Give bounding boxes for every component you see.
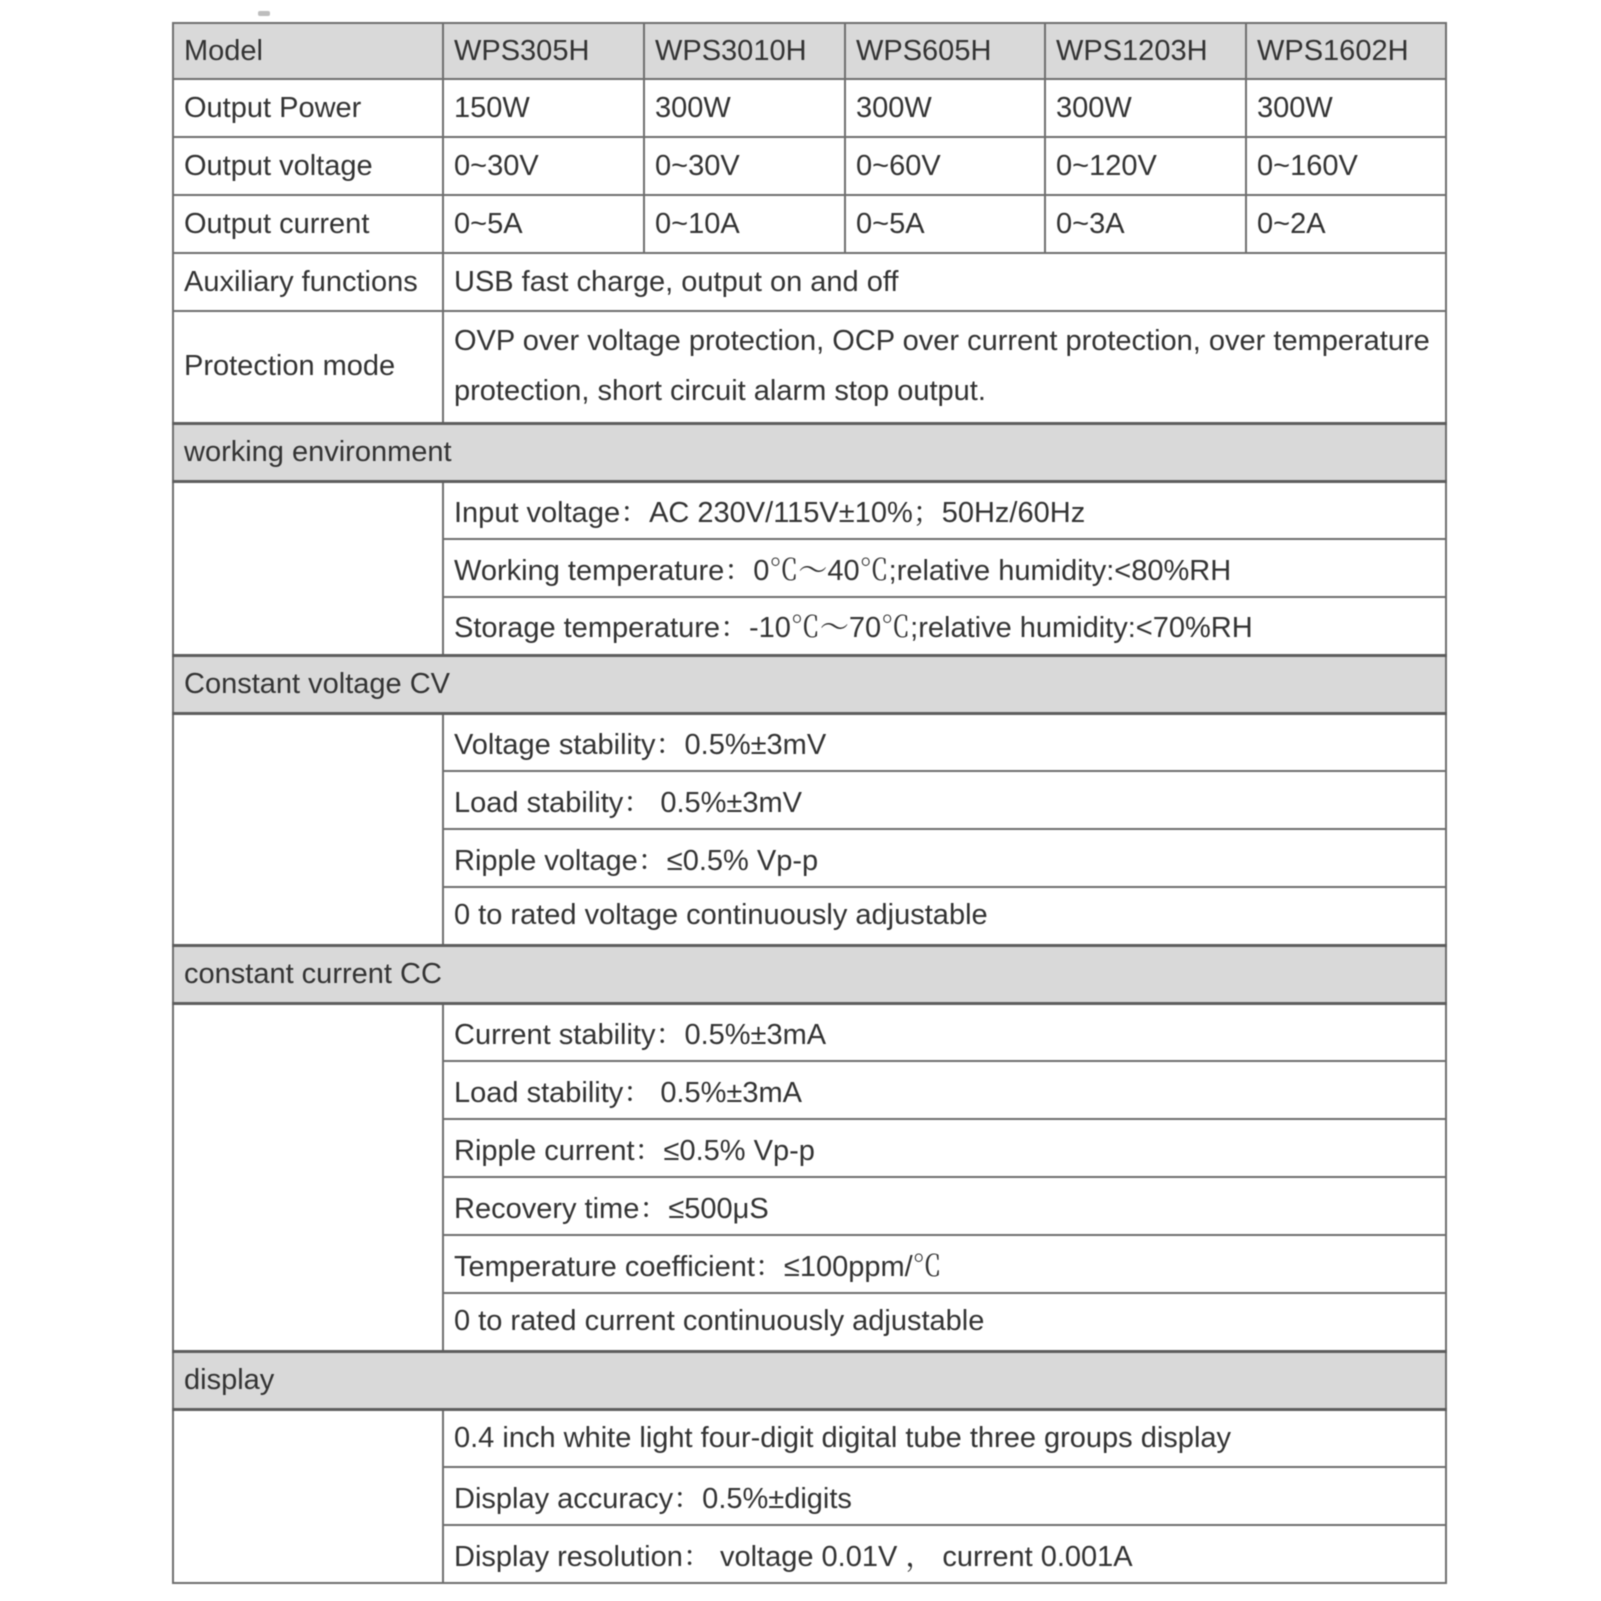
spec-label-cell: Output voltage <box>173 137 443 195</box>
spec-row <box>173 79 1446 137</box>
merged-value-cell: USB fast charge, output on and off <box>443 253 1446 311</box>
table-header-row <box>173 23 1446 79</box>
section-value-cell: Temperature coefficient：≤100ppm/℃ <box>443 1235 1446 1293</box>
spec-label-cell: Output Power <box>173 79 443 137</box>
section-value-cell: 0 to rated voltage continuously adjustable <box>443 887 1446 945</box>
section-value-cell: 0.4 inch white light four-digit digital tube three groups display <box>443 1409 1446 1467</box>
model-name-cell: WPS605H <box>845 23 1045 79</box>
model-header-cell: Model <box>173 23 443 79</box>
section-value-cell: Working temperature：0℃～40℃;relative humidity:<80%RH <box>443 539 1446 597</box>
spec-value-cell: 0~5A <box>443 195 644 253</box>
spec-value-cell: 150W <box>443 79 644 137</box>
spec-value-cell: 300W <box>1246 79 1446 137</box>
spec-table <box>172 22 1447 1584</box>
spec-row <box>173 137 1446 195</box>
spec-value-cell: 0~60V <box>845 137 1045 195</box>
spec-value-cell: 0~30V <box>443 137 644 195</box>
spec-value-cell: 0~3A <box>1045 195 1246 253</box>
section-value-row <box>173 1003 1446 1061</box>
empty-label-cell <box>173 713 443 945</box>
spec-value-cell: 0~2A <box>1246 195 1446 253</box>
spec-value-cell: 0~10A <box>644 195 845 253</box>
spec-table-body <box>173 23 1446 1583</box>
empty-label-cell <box>173 481 443 655</box>
empty-label-cell <box>173 1409 443 1583</box>
section-value-row <box>173 713 1446 771</box>
section-value-cell: Load stability： 0.5%±3mV <box>443 771 1446 829</box>
section-value-cell: Ripple voltage：≤0.5% Vp-p <box>443 829 1446 887</box>
spec-value-cell: 0~30V <box>644 137 845 195</box>
section-value-cell: Display resolution： voltage 0.01V ， current 0.001A <box>443 1525 1446 1583</box>
spec-value-cell: 300W <box>1045 79 1246 137</box>
section-value-cell: Input voltage：AC 230V/115V±10%；50Hz/60Hz <box>443 481 1446 539</box>
merged-label-cell: Protection mode <box>173 311 443 423</box>
merged-value-cell: OVP over voltage protection, OCP over current protection, over temperature protection, short circuit alarm stop output. <box>443 311 1446 423</box>
section-title-cell: Constant voltage CV <box>173 655 1446 713</box>
spec-value-cell: 300W <box>644 79 845 137</box>
spec-value-cell: 0~5A <box>845 195 1045 253</box>
section-title-row <box>173 945 1446 1003</box>
model-name-cell: WPS1602H <box>1246 23 1446 79</box>
section-value-cell: Voltage stability：0.5%±3mV <box>443 713 1446 771</box>
section-title-cell: display <box>173 1351 1446 1409</box>
spec-row <box>173 195 1446 253</box>
section-value-cell: Current stability：0.5%±3mA <box>443 1003 1446 1061</box>
section-value-cell: Recovery time：≤500μS <box>443 1177 1446 1235</box>
section-value-row <box>173 1409 1446 1467</box>
merged-row <box>173 253 1446 311</box>
section-value-cell: Load stability： 0.5%±3mA <box>443 1061 1446 1119</box>
section-title-row <box>173 1351 1446 1409</box>
section-title-cell: constant current CC <box>173 945 1446 1003</box>
merged-row <box>173 311 1446 423</box>
section-value-cell: Ripple current：≤0.5% Vp-p <box>443 1119 1446 1177</box>
spec-value-cell: 0~120V <box>1045 137 1246 195</box>
empty-label-cell <box>173 1003 443 1351</box>
section-value-cell: Storage temperature：-10℃～70℃;relative humidity:<70%RH <box>443 597 1446 655</box>
section-value-row <box>173 481 1446 539</box>
section-value-cell: Display accuracy：0.5%±digits <box>443 1467 1446 1525</box>
merged-label-cell: Auxiliary functions <box>173 253 443 311</box>
spec-value-cell: 300W <box>845 79 1045 137</box>
model-name-cell: WPS1203H <box>1045 23 1246 79</box>
spec-label-cell: Output current <box>173 195 443 253</box>
model-name-cell: WPS305H <box>443 23 644 79</box>
scan-artifact <box>258 11 270 16</box>
spec-value-cell: 0~160V <box>1246 137 1446 195</box>
section-title-row <box>173 655 1446 713</box>
section-title-cell: working environment <box>173 423 1446 481</box>
section-title-row <box>173 423 1446 481</box>
section-value-cell: 0 to rated current continuously adjustable <box>443 1293 1446 1351</box>
model-name-cell: WPS3010H <box>644 23 845 79</box>
